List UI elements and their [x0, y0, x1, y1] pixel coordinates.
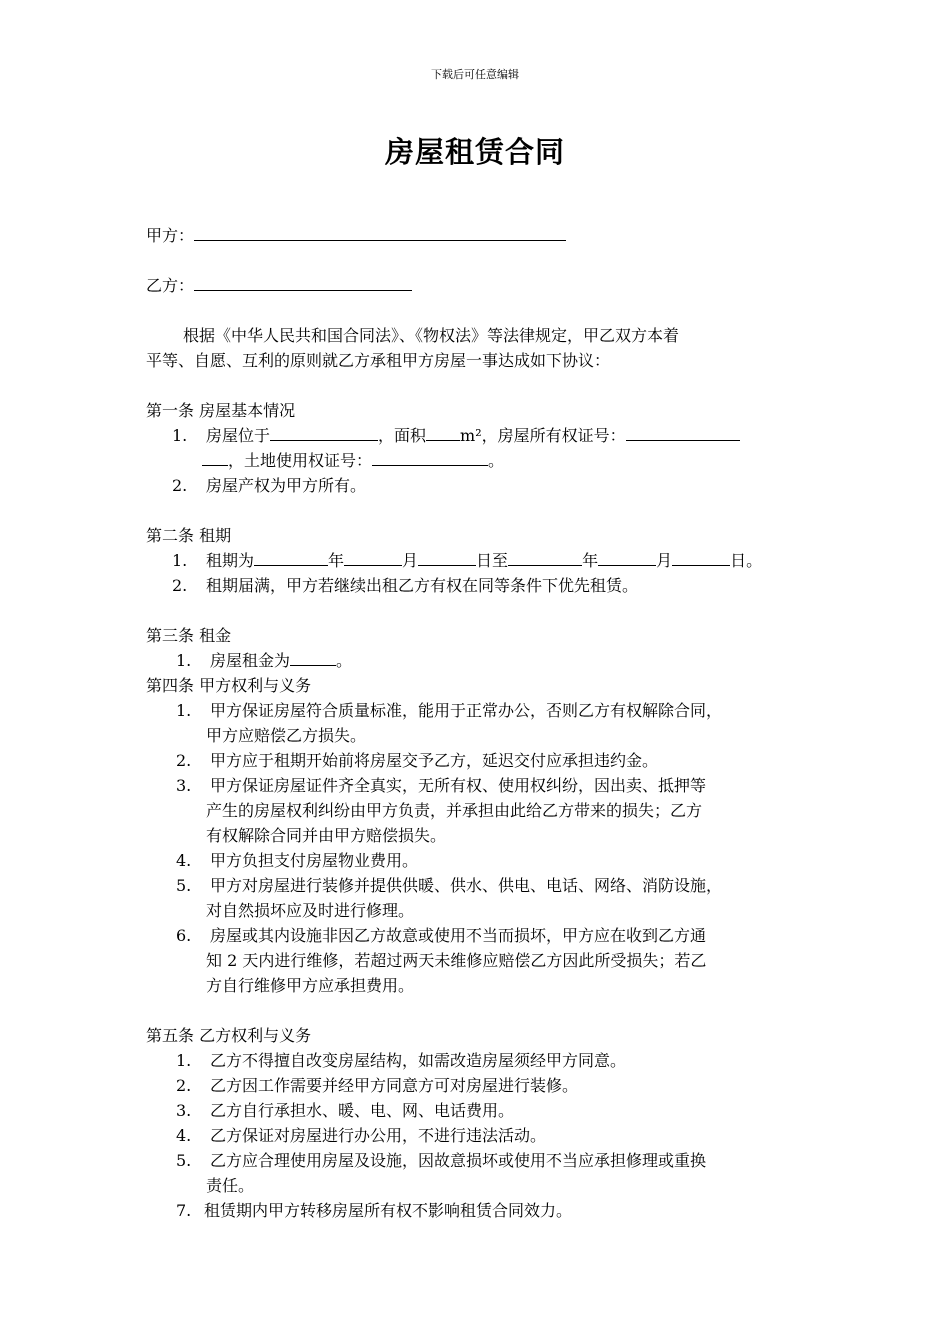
item-number: 2. [172, 476, 188, 495]
article-5-heading: 第五条 乙方权利与义务 [146, 1026, 312, 1045]
item-text: 乙方自行承担水、暖、电、网、电话费用。 [210, 1101, 515, 1120]
party-a-label: 甲方： [146, 226, 195, 245]
item-number: 5. [176, 876, 192, 895]
area-blank [426, 424, 460, 441]
article-5-item-2 [176, 1074, 578, 1098]
article-5-item-4 [176, 1124, 546, 1148]
article-5-item-5-cont: 责任。 [206, 1176, 255, 1195]
end-year-blank [508, 549, 582, 566]
item-text: 甲方负担支付房屋物业费用。 [210, 851, 419, 870]
item-text: ，土地使用权证号： [228, 451, 373, 470]
party-a-line [146, 224, 566, 248]
end-day-blank [672, 549, 730, 566]
party-b-label: 乙方： [146, 276, 195, 295]
item-text: 。 [488, 451, 505, 470]
item-text: 甲方保证房屋符合质量标准，能用于正常办公，否则乙方有权解除合同， [210, 701, 723, 720]
article-1-item-1-cont [202, 449, 504, 473]
article-5-item-1 [176, 1049, 626, 1073]
item-number: 1. [172, 426, 188, 445]
party-b-line [146, 274, 412, 298]
item-text: 甲方保证房屋证件齐全真实，无所有权、使用权纠纷，因出卖、抵押等 [210, 776, 707, 795]
intro-line-1: 根据《中华人民共和国合同法》、《物权法》等法律规定，甲乙双方本着 [183, 326, 680, 345]
location-blank [270, 424, 378, 441]
item-number: 1. [176, 701, 192, 720]
item-text: 租赁期内甲方转移房屋所有权不影响租赁合同效力。 [204, 1201, 573, 1220]
article-4-item-3-cont: 产生的房屋权利纠纷由甲方负责，并承担由此给乙方带来的损失；乙方 [206, 801, 703, 820]
item-text: 租期届满，甲方若继续出租乙方有权在同等条件下优先租赁。 [206, 576, 639, 595]
article-3-item-1 [176, 649, 352, 673]
item-number: 4. [176, 1126, 192, 1145]
item-number: 1. [176, 1051, 192, 1070]
rent-blank [290, 649, 336, 666]
item-text: 乙方不得擅自改变房屋结构，如需改造房屋须经甲方同意。 [210, 1051, 627, 1070]
article-4-item-3-cont: 有权解除合同并由甲方赔偿损失。 [206, 826, 447, 845]
item-number: 1. [172, 551, 188, 570]
item-text: 租期为 [206, 551, 255, 570]
article-4-item-5 [176, 874, 722, 898]
item-text: 房屋位于 [206, 426, 271, 445]
article-4-item-2 [176, 749, 658, 773]
item-text: m²，房屋所有权证号： [460, 426, 626, 445]
item-number: 2. [172, 576, 188, 595]
item-text: 日至 [476, 551, 509, 570]
item-text: 乙方因工作需要并经甲方同意方可对房屋进行装修。 [210, 1076, 579, 1095]
end-month-blank [598, 549, 656, 566]
article-5-item-3 [176, 1099, 514, 1123]
item-text: 月 [656, 551, 673, 570]
start-month-blank [344, 549, 402, 566]
item-text: 房屋租金为 [210, 651, 291, 670]
article-4-heading: 第四条 甲方权利与义务 [146, 676, 312, 695]
item-number: 2. [176, 1076, 192, 1095]
ownership-cert-blank-cont [202, 449, 228, 466]
ownership-cert-blank [626, 424, 740, 441]
start-day-blank [418, 549, 476, 566]
article-4-item-4 [176, 849, 418, 873]
article-4-item-6-cont: 方自行维修甲方应承担费用。 [206, 976, 415, 995]
item-text: 乙方保证对房屋进行办公用，不进行违法活动。 [210, 1126, 547, 1145]
article-4-item-1 [176, 699, 722, 723]
article-4-item-5-cont: 对自然损坏应及时进行修理。 [206, 901, 415, 920]
page-title: 房屋租赁合同 [384, 135, 565, 169]
item-number: 1. [176, 651, 192, 670]
item-number: 5. [176, 1151, 192, 1170]
article-1-item-2 [172, 474, 366, 498]
article-5-item-7 [176, 1199, 572, 1223]
land-cert-blank [372, 449, 488, 466]
page-header: 下载后可任意编辑 [431, 68, 519, 81]
article-4-item-6 [176, 924, 706, 948]
article-4-item-6-cont: 知 2 天内进行维修，若超过两天未维修应赔偿乙方因此所受损失；若乙 [206, 951, 707, 970]
item-number: 7. [176, 1201, 192, 1220]
article-2-item-2 [172, 574, 638, 598]
article-4-item-1-cont: 甲方应赔偿乙方损失。 [206, 726, 367, 745]
item-text: 甲方对房屋进行装修并提供供暖、供水、供电、电话、网络、消防设施， [210, 876, 723, 895]
party-a-blank [194, 224, 566, 241]
article-2-heading: 第二条 租期 [146, 526, 232, 545]
item-text: 月 [402, 551, 419, 570]
item-number: 3. [176, 1101, 192, 1120]
item-number: 3. [176, 776, 192, 795]
item-text: 。 [336, 651, 353, 670]
article-4-item-3 [176, 774, 706, 798]
article-2-item-1 [172, 549, 762, 573]
item-text: 乙方应合理使用房屋及设施，因故意损坏或使用不当应承担修理或重换 [210, 1151, 707, 1170]
item-text: 年 [582, 551, 599, 570]
article-1-heading: 第一条 房屋基本情况 [146, 401, 296, 420]
article-5-item-5 [176, 1149, 706, 1173]
article-1-item-1 [172, 424, 740, 448]
intro-line-2: 平等、自愿、互利的原则就乙方承租甲方房屋一事达成如下协议： [146, 351, 611, 370]
item-text: 甲方应于租期开始前将房屋交予乙方，延迟交付应承担违约金。 [210, 751, 659, 770]
item-text: 房屋或其内设施非因乙方故意或使用不当而损坏，甲方应在收到乙方通 [210, 926, 707, 945]
item-text: 年 [328, 551, 345, 570]
article-3-heading: 第三条 租金 [146, 626, 232, 645]
start-year-blank [254, 549, 328, 566]
item-text: ，面积 [378, 426, 427, 445]
item-number: 6. [176, 926, 192, 945]
party-b-blank [194, 274, 412, 291]
item-text: 日。 [730, 551, 763, 570]
item-number: 2. [176, 751, 192, 770]
item-number: 4. [176, 851, 192, 870]
item-text: 房屋产权为甲方所有。 [206, 476, 367, 495]
